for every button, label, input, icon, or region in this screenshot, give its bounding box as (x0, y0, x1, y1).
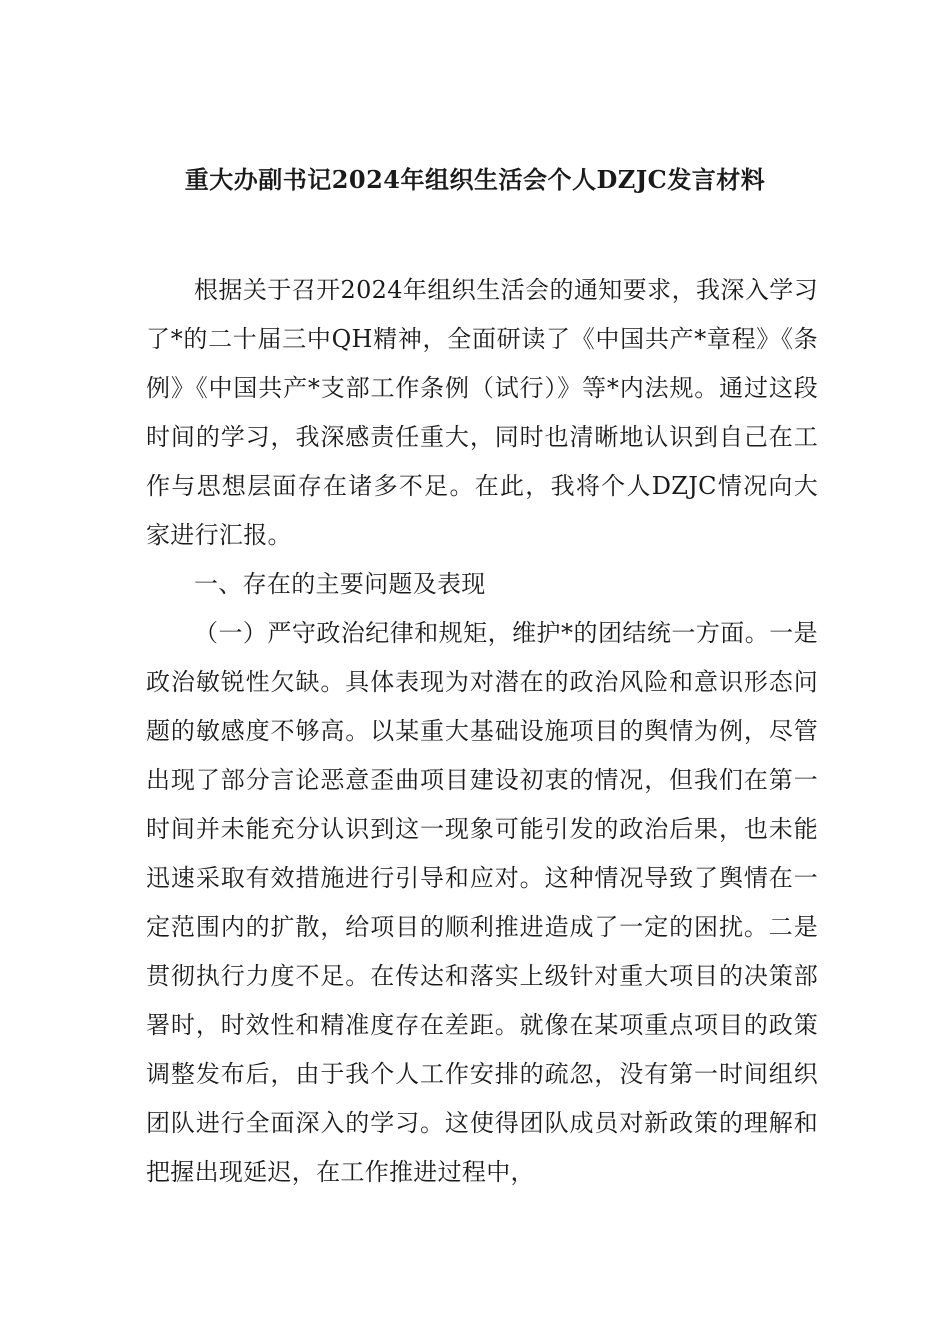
document-title: 重大办副书记2024年组织生活会个人DZJC发言材料 (184, 165, 766, 194)
paragraph-intro: 根据关于召开2024年组织生活会的通知要求，我深入学习了*的二十届三中QH精神，全面研读了《中国共产*章程》《条例》《中国共产*支部工作条例（试行）》等*内法规。通过这段时间的学习，我深感责任重大，同时也清晰地认识到自己在工作与思想层面存在诸多不足。在此，我将个人DZJC情况向大家进行汇报。 (146, 276, 818, 549)
paragraph-section-1: （一）严守政治纪律和规矩，维护*的团结统一方面。一是政治敏锐性欠缺。具体表现为对潜在的政治风险和意识形态问题的敏感度不够高。以某重大基础设施项目的舆情为例，尽管出现了部分言论恶意歪曲项目建设初衷的情况，但我们在第一时间并未能充分认识到这一现象可能引发的政治后果，也未能迅速采取有效措施进行引导和应对。这种情况导致了舆情在一定范围内的扩散，给项目的顺利推进造成了一定的困扰。二是贯彻执行力度不足。在传达和落实上级针对重大项目的决策部署时，时效性和精准度存在差距。就像在某项重点项目的政策调整发布后，由于我个人工作安排的疏忽，没有第一时间组织团队进行全面深入的学习。这使得团队成员对新政策的理解和把握出现延迟，在工作推进过程中， (146, 619, 818, 1186)
section-heading: 一、存在的主要问题及表现 (194, 570, 486, 598)
document-body (146, 266, 818, 1197)
